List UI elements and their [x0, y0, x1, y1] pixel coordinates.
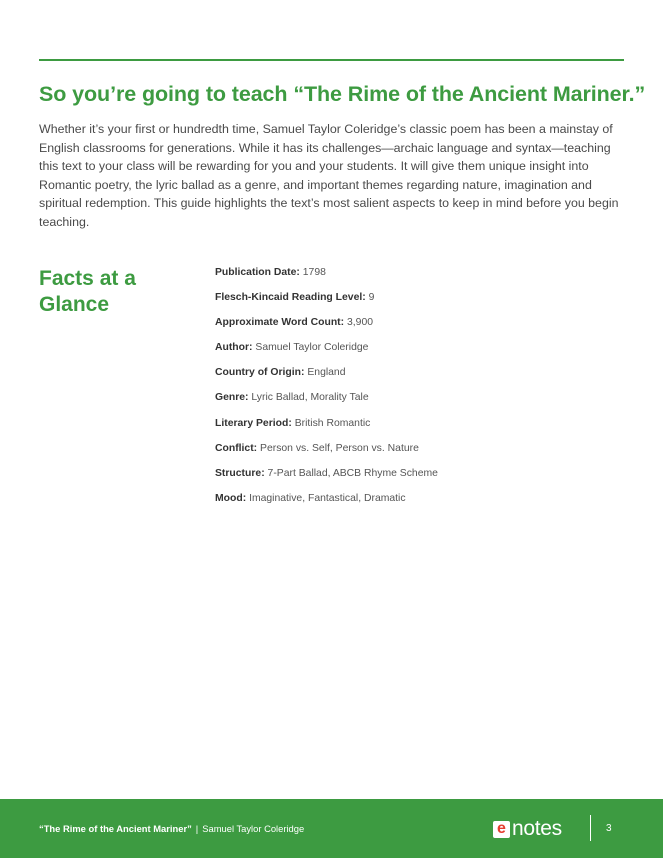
fact-literary-period	[215, 417, 635, 442]
intro-paragraph: Whether it’s your first or hundredth time, Samuel Taylor Coleridge’s classic poem has been a mainstay of English classrooms for generations. While it has its challenges—archaic language and syntax—teaching this text to your class will be rewarding for you and your students. It will give them unique insight into Romantic poetry, the lyric ballad as a genre, and important themes regarding nature, imagination and spiritual redemption. This guide highlights the text’s most salient aspects to keep in mind before you begin teaching.	[39, 122, 619, 229]
page-title: So you’re going to teach “The Rime of the Ancient Mariner.”	[39, 82, 646, 106]
footer-author: Samuel Taylor Coleridge	[202, 823, 305, 834]
fact-label: Mood:	[215, 492, 247, 504]
fact-label: Country of Origin:	[215, 367, 305, 379]
fact-label: Approximate Word Count:	[215, 317, 345, 329]
footer-work-title: “The Rime of the Ancient Mariner”	[39, 823, 192, 834]
fact-label: Genre:	[215, 392, 249, 404]
fact-value: Lyric Ballad, Morality Tale	[251, 392, 369, 404]
fact-label: Author:	[215, 342, 253, 354]
fact-value: 9	[368, 292, 375, 304]
fact-reading-level	[215, 291, 635, 316]
fact-label: Conflict:	[215, 442, 258, 454]
enotes-logo	[493, 817, 562, 841]
facts-list	[215, 266, 635, 517]
fact-structure	[215, 467, 635, 492]
fact-value: 1798	[302, 267, 326, 278]
facts-heading: Facts at a Glance	[39, 267, 136, 316]
fact-country	[215, 366, 635, 391]
fact-value: British Romantic	[294, 417, 371, 429]
fact-genre	[215, 391, 635, 416]
fact-mood	[215, 492, 635, 517]
fact-label: Flesch-Kincaid Reading Level:	[215, 292, 366, 304]
logo-e-mark: e	[493, 821, 510, 838]
logo-wordmark: notes	[512, 817, 562, 840]
fact-word-count	[215, 316, 635, 341]
fact-label: Literary Period:	[215, 417, 292, 429]
fact-value: Person vs. Self, Person vs. Nature	[260, 442, 419, 454]
page-number: 3	[606, 823, 612, 834]
top-divider	[39, 59, 624, 61]
fact-label: Structure:	[215, 467, 265, 479]
fact-value: Samuel Taylor Coleridge	[255, 342, 369, 354]
fact-conflict	[215, 442, 635, 467]
footer-caption	[39, 822, 304, 836]
fact-label: Publication Date:	[215, 267, 300, 278]
fact-publication-date	[215, 266, 635, 291]
fact-author	[215, 341, 635, 366]
fact-value: 7-Part Ballad, ABCB Rhyme Scheme	[267, 467, 438, 479]
footer-separator: |	[195, 823, 199, 834]
fact-value: Imaginative, Fantastical, Dramatic	[249, 492, 406, 504]
footer-bar	[0, 799, 663, 858]
fact-value: England	[307, 367, 346, 379]
footer-divider	[590, 815, 591, 841]
fact-value: 3,900	[347, 317, 374, 329]
